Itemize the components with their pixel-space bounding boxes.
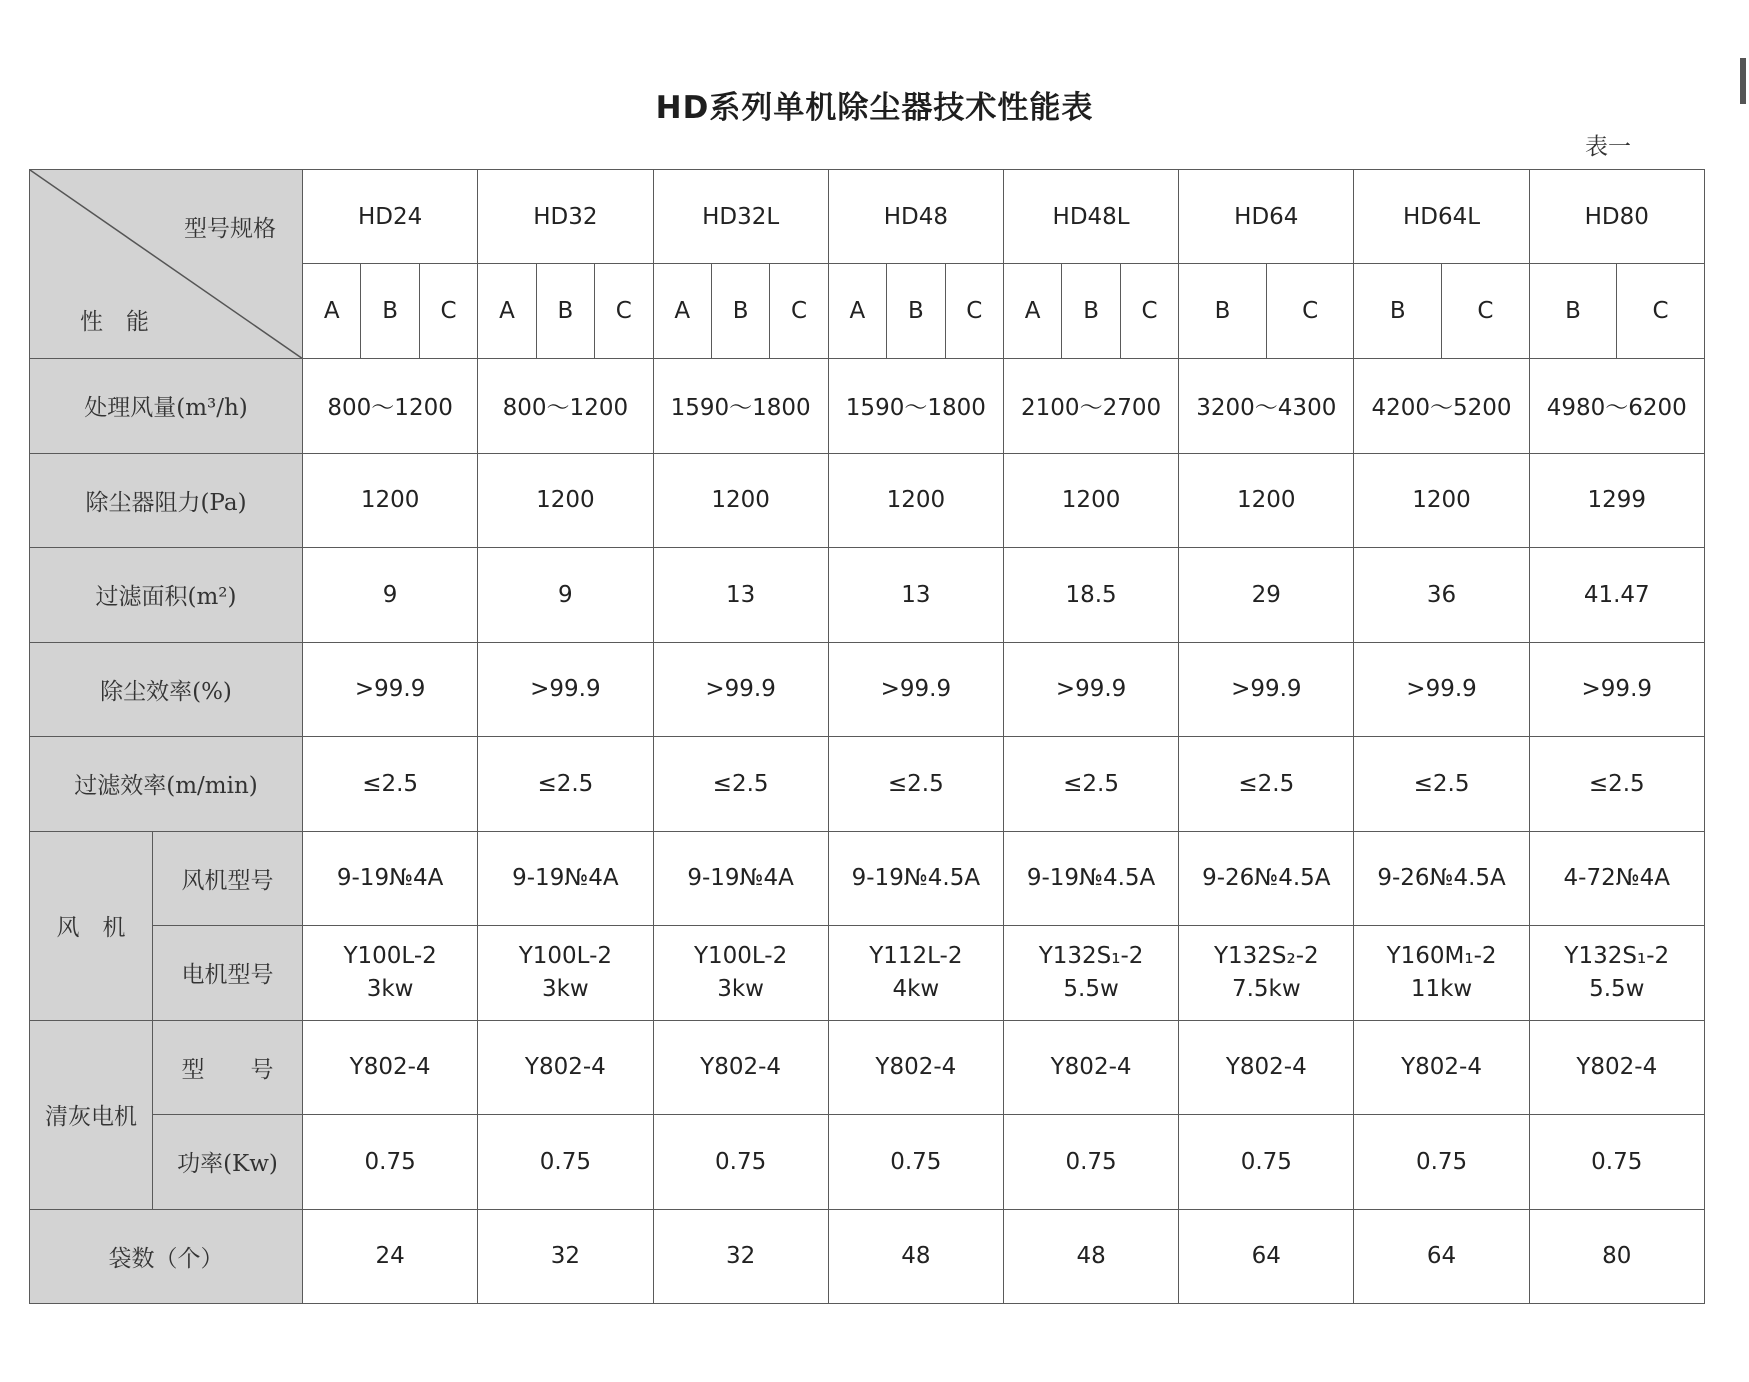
cell-line: Y132S₁-2: [1038, 942, 1144, 969]
value-cell: Y802-4: [1354, 1020, 1529, 1115]
value-cell: 64: [1354, 1209, 1529, 1304]
value-cell: 9-26№4.5A: [1354, 831, 1529, 926]
value-cell: 9-19№4A: [303, 831, 478, 926]
value-cell: 2100～2700: [1003, 359, 1178, 454]
corner-label-performance: 性 能: [80, 309, 149, 335]
value-cell: 1200: [1179, 453, 1354, 548]
variant-header: C: [1617, 264, 1705, 359]
table-row: [30, 1115, 1705, 1210]
value-cell: 24: [303, 1209, 478, 1304]
cell-line: 3kw: [717, 975, 764, 1002]
value-cell: >99.9: [828, 642, 1003, 737]
value-cell: 13: [828, 548, 1003, 643]
row-label: 过滤效率(m/min): [30, 737, 303, 832]
row-label: 风机型号: [153, 831, 303, 926]
value-cell: 48: [1003, 1209, 1178, 1304]
value-cell: >99.9: [1529, 642, 1704, 737]
value-cell: 9-19№4A: [478, 831, 653, 926]
cell-line: Y112L-2: [869, 942, 963, 969]
value-cell: 4980～6200: [1529, 359, 1704, 454]
value-cell: 41.47: [1529, 548, 1704, 643]
value-cell: 0.75: [478, 1115, 653, 1210]
cell-line: Y100L-2: [343, 942, 437, 969]
cell-line: 11kw: [1410, 975, 1473, 1002]
row-label: 袋数（个）: [30, 1209, 303, 1304]
value-cell: 800～1200: [303, 359, 478, 454]
row-label: 处理风量(m³/h): [30, 359, 303, 454]
row-label: 除尘效率(%): [30, 642, 303, 737]
value-cell: 1200: [653, 453, 828, 548]
value-cell: 800～1200: [478, 359, 653, 454]
variant-header: C: [419, 264, 477, 359]
value-cell: [1529, 926, 1704, 1021]
variant-header: B: [361, 264, 419, 359]
value-cell: 9-19№4.5A: [828, 831, 1003, 926]
group-label-fan: 风 机: [30, 831, 153, 1020]
value-cell: Y802-4: [1003, 1020, 1178, 1115]
cell-line: 3kw: [541, 975, 589, 1002]
value-cell: 0.75: [1529, 1115, 1704, 1210]
variant-header: B: [711, 264, 769, 359]
group-label-cleaning-motor: 清灰电机: [30, 1020, 153, 1209]
table-number: 表一: [1585, 134, 1631, 160]
variant-header: B: [1354, 264, 1442, 359]
value-cell: 64: [1179, 1209, 1354, 1304]
value-cell: 80: [1529, 1209, 1704, 1304]
value-cell: ≤2.5: [1529, 737, 1704, 832]
model-header: HD64: [1179, 170, 1354, 264]
value-cell: 4200～5200: [1354, 359, 1529, 454]
value-cell: 13: [653, 548, 828, 643]
row-label: 型 号: [153, 1020, 303, 1115]
value-cell: >99.9: [1354, 642, 1529, 737]
variant-header: B: [536, 264, 594, 359]
variant-header: C: [1120, 264, 1178, 359]
value-cell: >99.9: [1179, 642, 1354, 737]
table-row: [30, 170, 1705, 264]
variant-header: C: [595, 264, 653, 359]
value-cell: 1200: [828, 453, 1003, 548]
value-cell: ≤2.5: [303, 737, 478, 832]
variant-header: A: [478, 264, 536, 359]
table-row: [30, 1209, 1705, 1304]
value-cell: >99.9: [478, 642, 653, 737]
table-row: [30, 926, 1705, 1021]
variant-header: A: [303, 264, 361, 359]
table-row: [30, 1020, 1705, 1115]
page-title: HD系列单机除尘器技术性能表: [655, 90, 1094, 126]
value-cell: 1590～1800: [828, 359, 1003, 454]
value-cell: 0.75: [828, 1115, 1003, 1210]
value-cell: [653, 926, 828, 1021]
variant-header: A: [653, 264, 711, 359]
value-cell: Y802-4: [478, 1020, 653, 1115]
performance-table: [29, 169, 1705, 1304]
cell-line: 5.5w: [1063, 975, 1119, 1002]
value-cell: ≤2.5: [1179, 737, 1354, 832]
value-cell: ≤2.5: [653, 737, 828, 832]
value-cell: [1003, 926, 1178, 1021]
value-cell: [1354, 926, 1529, 1021]
row-label: 电机型号: [153, 926, 303, 1021]
variant-header: A: [1003, 264, 1061, 359]
value-cell: >99.9: [303, 642, 478, 737]
value-cell: 1590～1800: [653, 359, 828, 454]
table-row: [30, 359, 1705, 454]
table-row: [30, 453, 1705, 548]
value-cell: 32: [478, 1209, 653, 1304]
variant-header: C: [1442, 264, 1530, 359]
value-cell: [828, 926, 1003, 1021]
model-header: HD24: [303, 170, 478, 264]
value-cell: 36: [1354, 548, 1529, 643]
value-cell: Y802-4: [303, 1020, 478, 1115]
value-cell: 29: [1179, 548, 1354, 643]
row-label: 除尘器阻力(Pa): [30, 453, 303, 548]
edge-mark: [1740, 58, 1746, 104]
value-cell: 9-19№4A: [653, 831, 828, 926]
value-cell: [1179, 926, 1354, 1021]
value-cell: 1200: [303, 453, 478, 548]
variant-header: B: [1179, 264, 1267, 359]
model-header: HD48: [828, 170, 1003, 264]
value-cell: 1200: [1003, 453, 1178, 548]
cell-line: Y100L-2: [693, 942, 788, 969]
value-cell: ≤2.5: [1354, 737, 1529, 832]
model-header: HD32L: [653, 170, 828, 264]
cell-line: 3kw: [366, 975, 414, 1002]
value-cell: 1200: [1354, 453, 1529, 548]
model-header: HD80: [1529, 170, 1704, 264]
cell-line: 5.5w: [1589, 975, 1645, 1002]
value-cell: 3200～4300: [1179, 359, 1354, 454]
value-cell: [303, 926, 478, 1021]
header-corner: [30, 170, 303, 359]
variant-header: A: [828, 264, 886, 359]
value-cell: 0.75: [1003, 1115, 1178, 1210]
table-row: [30, 831, 1705, 926]
variant-header: B: [1062, 264, 1120, 359]
cell-line: Y100L-2: [518, 942, 613, 969]
diagonal-divider: [30, 170, 303, 359]
cell-line: Y132S₁-2: [1564, 942, 1670, 969]
value-cell: 1200: [478, 453, 653, 548]
value-cell: Y802-4: [653, 1020, 828, 1115]
variant-header: C: [1266, 264, 1354, 359]
variant-header: C: [945, 264, 1003, 359]
value-cell: ≤2.5: [478, 737, 653, 832]
value-cell: 1299: [1529, 453, 1704, 548]
variant-header: B: [887, 264, 945, 359]
cell-line: Y160M₁-2: [1386, 942, 1497, 969]
value-cell: 18.5: [1003, 548, 1178, 643]
value-cell: 0.75: [1179, 1115, 1354, 1210]
value-cell: ≤2.5: [828, 737, 1003, 832]
value-cell: 0.75: [303, 1115, 478, 1210]
value-cell: [478, 926, 653, 1021]
value-cell: 9: [303, 548, 478, 643]
model-header: HD48L: [1003, 170, 1178, 264]
row-label: 功率(Kw): [153, 1115, 303, 1210]
value-cell: Y802-4: [828, 1020, 1003, 1115]
row-label: 过滤面积(m²): [30, 548, 303, 643]
value-cell: Y802-4: [1179, 1020, 1354, 1115]
value-cell: >99.9: [1003, 642, 1178, 737]
value-cell: 4-72№4A: [1529, 831, 1704, 926]
table-row: [30, 642, 1705, 737]
value-cell: 32: [653, 1209, 828, 1304]
value-cell: Y802-4: [1529, 1020, 1704, 1115]
value-cell: ≤2.5: [1003, 737, 1178, 832]
cell-line: 7.5kw: [1231, 975, 1301, 1002]
variant-header: B: [1529, 264, 1617, 359]
value-cell: 0.75: [1354, 1115, 1529, 1210]
value-cell: 9: [478, 548, 653, 643]
table-row: [30, 737, 1705, 832]
model-header: HD64L: [1354, 170, 1529, 264]
variant-header: C: [770, 264, 828, 359]
cell-line: 4kw: [892, 975, 940, 1002]
cell-line: Y132S₂-2: [1213, 942, 1319, 969]
value-cell: 9-19№4.5A: [1003, 831, 1178, 926]
model-header: HD32: [478, 170, 653, 264]
value-cell: >99.9: [653, 642, 828, 737]
value-cell: 48: [828, 1209, 1003, 1304]
table-row: [30, 548, 1705, 643]
value-cell: 0.75: [653, 1115, 828, 1210]
corner-label-spec: 型号规格: [184, 216, 276, 242]
value-cell: 9-26№4.5A: [1179, 831, 1354, 926]
